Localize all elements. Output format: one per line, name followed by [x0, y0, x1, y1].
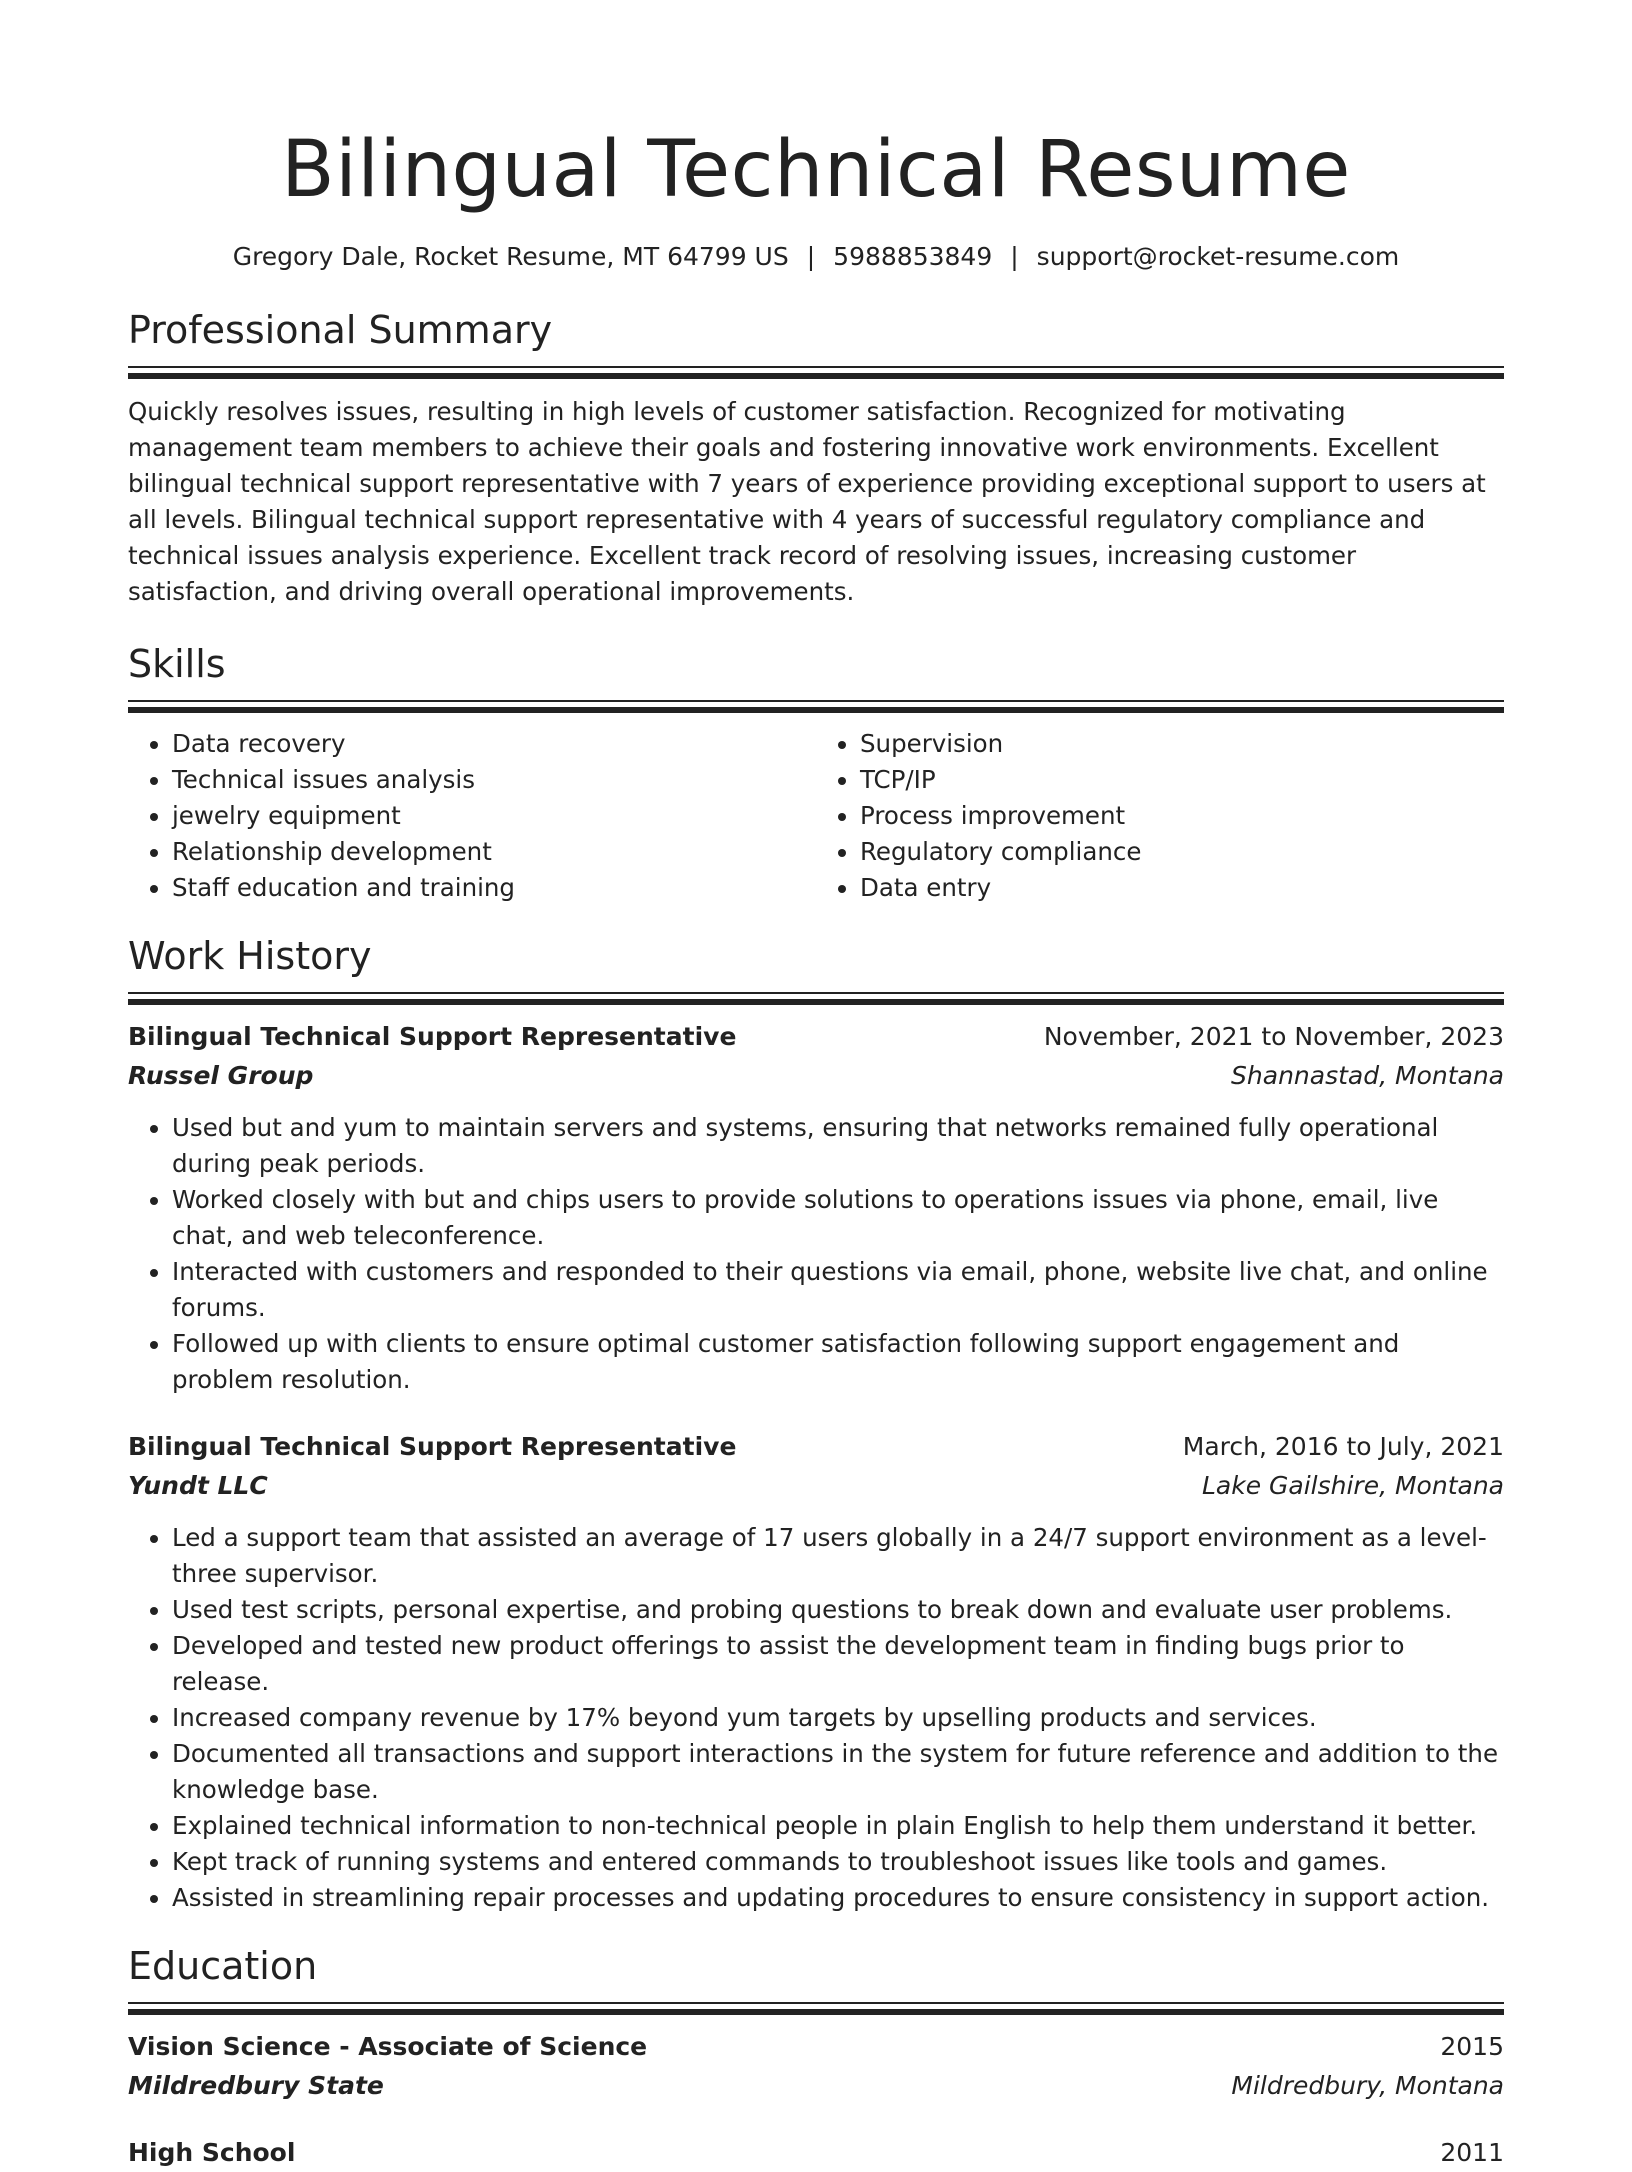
job-bullet: • Increased company revenue by 17% beyond yum targets by upselling products and services.	[172, 1700, 1504, 1736]
section-heading-education: Education	[128, 1944, 318, 1988]
skill-item: • Technical issues analysis	[172, 762, 816, 798]
contact-line	[128, 240, 1504, 274]
job-bullets	[128, 1520, 1504, 1916]
job-bullet: • Explained technical information to non-technical people in plain English to help them understand it better.	[172, 1808, 1504, 1844]
contact-email: support@rocket-resume.com	[1036, 242, 1400, 271]
company-name: Russel Group	[128, 1061, 314, 1090]
skills-columns	[128, 726, 1504, 906]
education-subheader	[128, 2066, 1504, 2106]
job-dates: March, 2016 to July, 2021	[1182, 1432, 1504, 1461]
job-bullet: • Interacted with customers and responded to their questions via email, phone, website live chat, and online forums.	[172, 1254, 1504, 1326]
job-bullet: • Developed and tested new product offerings to assist the development team in finding bugs prior to release.	[172, 1628, 1504, 1700]
skill-item: • Staff education and training	[172, 870, 816, 906]
job-bullet: • Kept track of running systems and entered commands to troubleshoot issues like tools and games.	[172, 1844, 1504, 1880]
degree-name: Vision Science - Associate of Science	[128, 2032, 648, 2061]
education-header	[128, 2028, 1504, 2066]
skill-item: • Data recovery	[172, 726, 816, 762]
job-bullet: • Assisted in streamlining repair processes and updating procedures to ensure consistency in support action.	[172, 1880, 1504, 1916]
job-bullets	[128, 1110, 1504, 1398]
job-location: Lake Gailshire, Montana	[1201, 1471, 1504, 1500]
job-bullet: • Used but and yum to maintain servers and systems, ensuring that networks remained fully operational during peak periods.	[172, 1110, 1504, 1182]
job-title: Bilingual Technical Support Representative	[128, 1022, 737, 1051]
job-subheader	[128, 1056, 1504, 1096]
education-section	[128, 1942, 1504, 2172]
contact-address: Gregory Dale, Rocket Resume, MT 64799 US	[232, 242, 789, 271]
skills-list-left	[128, 726, 816, 906]
school-location: Mildredbury, Montana	[1231, 2071, 1504, 2100]
skill-item: • Relationship development	[172, 834, 816, 870]
job-entry	[128, 1018, 1504, 1398]
skill-item: • Supervision	[860, 726, 1504, 762]
skill-item: • Process improvement	[860, 798, 1504, 834]
job-dates: November, 2021 to November, 2023	[1043, 1022, 1504, 1051]
skill-item: • Data entry	[860, 870, 1504, 906]
degree-name: High School	[128, 2138, 296, 2167]
section-divider	[128, 992, 1504, 1006]
skill-item: • Regulatory compliance	[860, 834, 1504, 870]
section-heading-work-history: Work History	[128, 934, 372, 978]
graduation-year: 2015	[1440, 2032, 1504, 2061]
job-header	[128, 1428, 1504, 1466]
job-title: Bilingual Technical Support Representative	[128, 1432, 737, 1461]
job-bullet: • Worked closely with but and chips users to provide solutions to operations issues via phone, email, live chat, and web teleconference.	[172, 1182, 1504, 1254]
resume-title: Bilingual Technical Resume	[281, 125, 1351, 215]
work-history-section	[128, 932, 1504, 1916]
job-location: Shannastad, Montana	[1231, 1061, 1504, 1090]
section-divider	[128, 700, 1504, 714]
skill-item: • TCP/IP	[860, 762, 1504, 798]
education-entry	[128, 2134, 1504, 2172]
section-divider	[128, 366, 1504, 380]
school-name: Mildredbury State	[128, 2071, 384, 2100]
section-heading-summary: Professional Summary	[128, 308, 553, 352]
job-header	[128, 1018, 1504, 1056]
section-divider	[128, 2002, 1504, 2016]
contact-separator: |	[806, 242, 816, 271]
summary-section	[128, 306, 1504, 610]
job-subheader	[128, 1466, 1504, 1506]
job-bullet: • Led a support team that assisted an average of 17 users globally in a 24/7 support environment as a level-three supervisor.	[172, 1520, 1504, 1592]
education-header	[128, 2134, 1504, 2172]
job-bullet: • Followed up with clients to ensure optimal customer satisfaction following support engagement and problem resolution.	[172, 1326, 1504, 1398]
job-bullet: • Documented all transactions and support interactions in the system for future reference and addition to the knowledge base.	[172, 1736, 1504, 1808]
graduation-year: 2011	[1440, 2138, 1504, 2167]
summary-text: Quickly resolves issues, resulting in high levels of customer satisfaction. Recognized for motivating management team members to achieve their goals and fostering innovative work environments. Excellent bilingual technical support representative with 7 years of experience providing exceptional support to users at all levels. Bilingual technical support representative with 4 years of successful regulatory compliance and technical issues analysis experience. Excellent track record of resolving issues, increasing customer satisfaction, and driving overall operational improvements.	[128, 397, 1486, 606]
job-bullet: • Used test scripts, personal expertise, and probing questions to break down and evaluate user problems.	[172, 1592, 1504, 1628]
contact-separator: |	[1010, 242, 1019, 271]
education-entry	[128, 2028, 1504, 2106]
skills-list-right	[816, 726, 1504, 906]
company-name: Yundt LLC	[128, 1471, 268, 1500]
job-entry	[128, 1428, 1504, 1916]
skills-section	[128, 640, 1504, 906]
section-heading-skills: Skills	[128, 642, 226, 686]
contact-phone: 5988853849	[833, 242, 993, 271]
skill-item: • jewelry equipment	[172, 798, 816, 834]
